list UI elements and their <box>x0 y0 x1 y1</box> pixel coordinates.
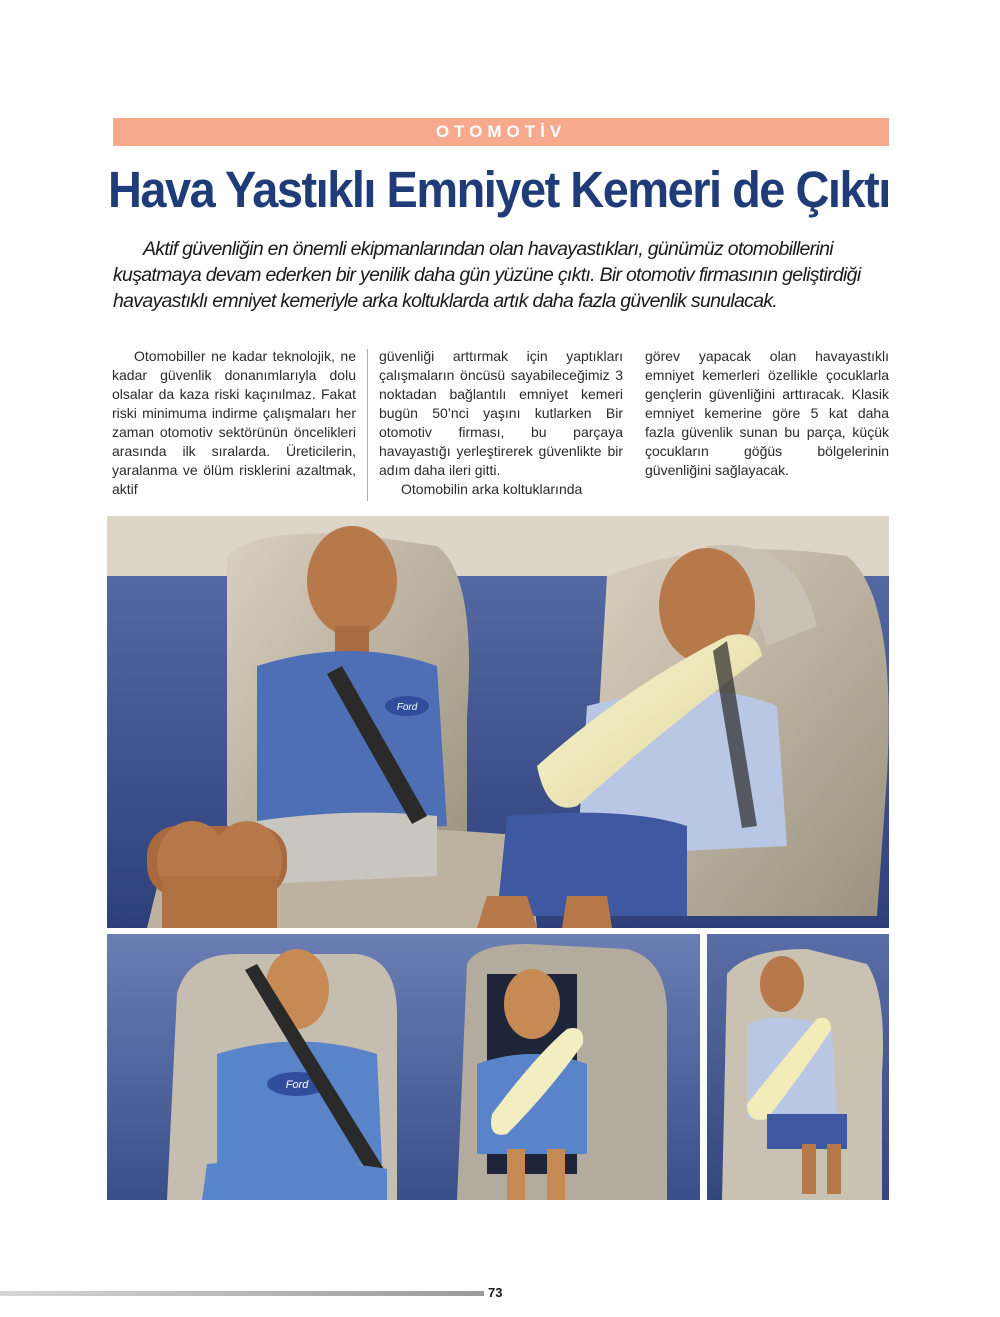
paragraph: güvenliği arttırmak için yaptıkları çalışmaların öncüsü sayabileceğimiz 3 noktadan bağlantılı emniyet kemeri bugün 50’nci yaşını kutlarken Bir otomotiv firması, bu parçaya havayastığı yerleştirerek güvenlikte bir adım daha ileri gitti. <box>379 348 623 478</box>
page-number: 73 <box>488 1285 503 1300</box>
paragraph: görev yapacak olan havayastıklı emniyet kemerleri özellikle çocuklarla gençlerin güvenliğini arttıracak. Klasik emniyet kemerine göre 5 kat daha fazla güvenlik sunan bu parça, küçük çocukların göğüs bölgelerinin güvenliğini sağlayacak. <box>645 348 889 478</box>
main-photo <box>107 516 889 928</box>
bottom-right-photo <box>707 934 889 1200</box>
shirt-badge: Ford <box>396 702 418 713</box>
paragraph: Otomobilin arka koltuklarında <box>401 481 583 497</box>
paragraph: Otomobiller ne kadar teknolojik, ne kadar güvenlik donanımlarıyla dolu olsalar da kaza riski kaçınılmaz. Fakat riski minimuma indirme çalışmaları her zaman otomotiv sektörünün öncelikleri arasında ilk sıralarda. Üreticilerin, yaralanma ve ölüm risklerini azaltmak, aktif <box>112 348 356 497</box>
body-column-3 <box>645 347 889 480</box>
article-lead: Aktif güvenliğin en önemli ekipmanlarından olan havayastıkları, günümüz otomobillerini kuşatmaya devam ederken bir yenilik daha gün yüzüne çıktı. Bir otomotiv firmasının geliştirdiği havayastıklı emniyet kemeriyle arka koltuklarda artık daha fazla güvenlik sunulacak. <box>113 238 861 312</box>
body-column-1 <box>112 347 356 499</box>
column-divider <box>367 349 368 501</box>
article-headline: Hava Yastıklı Emniyet Kemeri de Çıktı <box>108 161 890 218</box>
section-band <box>113 118 889 146</box>
body-column-2 <box>379 347 623 499</box>
bottom-left-photo <box>107 934 700 1200</box>
footer-rule <box>0 1291 484 1296</box>
shirt-badge: Ford <box>285 1079 309 1091</box>
section-label: OTOMOTİV <box>435 122 567 141</box>
